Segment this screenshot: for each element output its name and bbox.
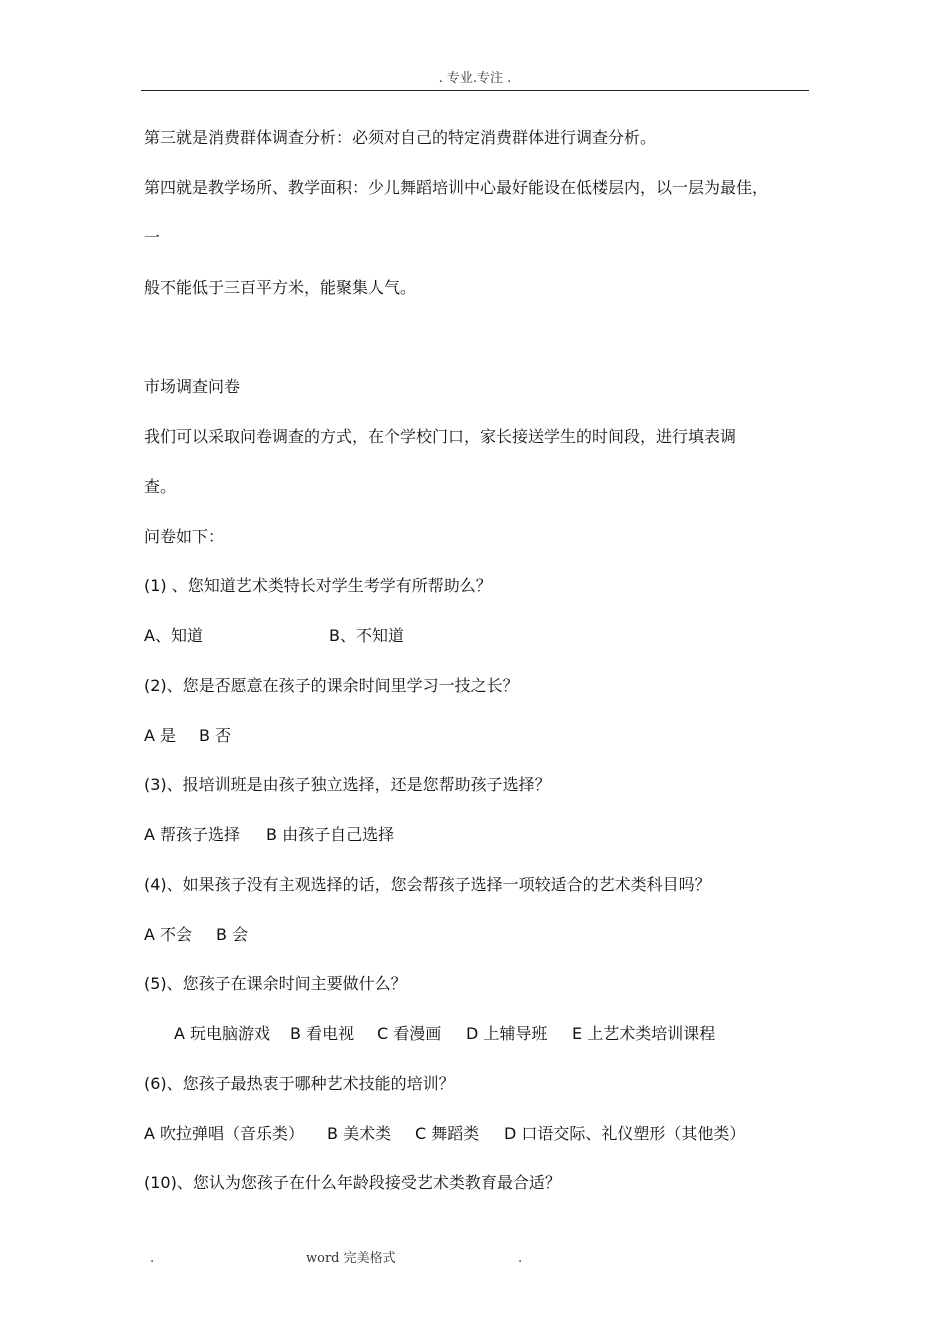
option: A 是 (144, 726, 177, 745)
option: A 帮孩子选择 (144, 825, 241, 844)
paragraph-venue-line2: 一 (144, 228, 161, 247)
question-4: (4)、如果孩子没有主观选择的话，您会帮孩子选择一项较适合的艺术类科目吗？ (144, 875, 711, 894)
footer-left-dot: . (150, 1251, 155, 1266)
question-6: (6)、您孩子最热衷于哪种艺术技能的培训？ (144, 1074, 455, 1093)
option: D 上辅导班 (466, 1024, 548, 1043)
question-3-options (144, 825, 814, 845)
option: B 美术类 (327, 1124, 392, 1143)
question-10: (10)、您认为您孩子在什么年龄段接受艺术类教育最合适？ (144, 1173, 561, 1192)
question-5-options (174, 1024, 844, 1044)
option: B 看电视 (290, 1024, 355, 1043)
paragraph-venue-line1: 第四就是教学场所、教学面积：少儿舞蹈培训中心最好能设在低楼层内，以一层为最佳， (144, 178, 769, 197)
option: C 看漫画 (377, 1024, 442, 1043)
question-6-options (144, 1124, 814, 1144)
paragraph-consumer-group: 第三就是消费群体调查分析：必须对自己的特定消费群体进行调查分析。 (144, 128, 657, 147)
paragraph-method-line2: 查。 (144, 477, 177, 496)
footer-title: word 完美格式 (306, 1251, 396, 1266)
option: B 否 (199, 726, 232, 745)
option: A 不会 (144, 925, 193, 944)
option: A、知道 (144, 626, 203, 645)
section-title: 市场调查问卷 (144, 377, 241, 396)
question-1-options (144, 626, 814, 646)
option: B 由孩子自己选择 (266, 825, 395, 844)
question-5: (5)、您孩子在课余时间主要做什么？ (144, 974, 407, 993)
question-4-options (144, 925, 814, 945)
page-header: . 专业.专注 . (141, 70, 809, 91)
question-1: (1) 、您知道艺术类特长对学生考学有所帮助么？ (144, 576, 492, 595)
question-2-options (144, 726, 814, 746)
option: B、不知道 (329, 626, 404, 645)
option: A 吹拉弹唱（音乐类） (144, 1124, 305, 1143)
option: E 上艺术类培训课程 (572, 1024, 716, 1043)
option: D 口语交际、礼仪塑形（其他类） (504, 1124, 746, 1143)
question-2: (2)、您是否愿意在孩子的课余时间里学习一技之长？ (144, 676, 519, 695)
footer-right-dot: . (518, 1251, 523, 1266)
option: A 玩电脑游戏 (174, 1024, 271, 1043)
option: C 舞蹈类 (415, 1124, 480, 1143)
questionnaire-intro: 问卷如下： (144, 527, 225, 546)
paragraph-venue-line3: 般不能低于三百平方米，能聚集人气。 (144, 278, 417, 297)
question-3: (3)、报培训班是由孩子独立选择，还是您帮助孩子选择？ (144, 775, 551, 794)
option: B 会 (216, 925, 249, 944)
paragraph-method-line1: 我们可以采取问卷调查的方式，在个学校门口，家长接送学生的时间段，进行填表调 (144, 427, 737, 446)
